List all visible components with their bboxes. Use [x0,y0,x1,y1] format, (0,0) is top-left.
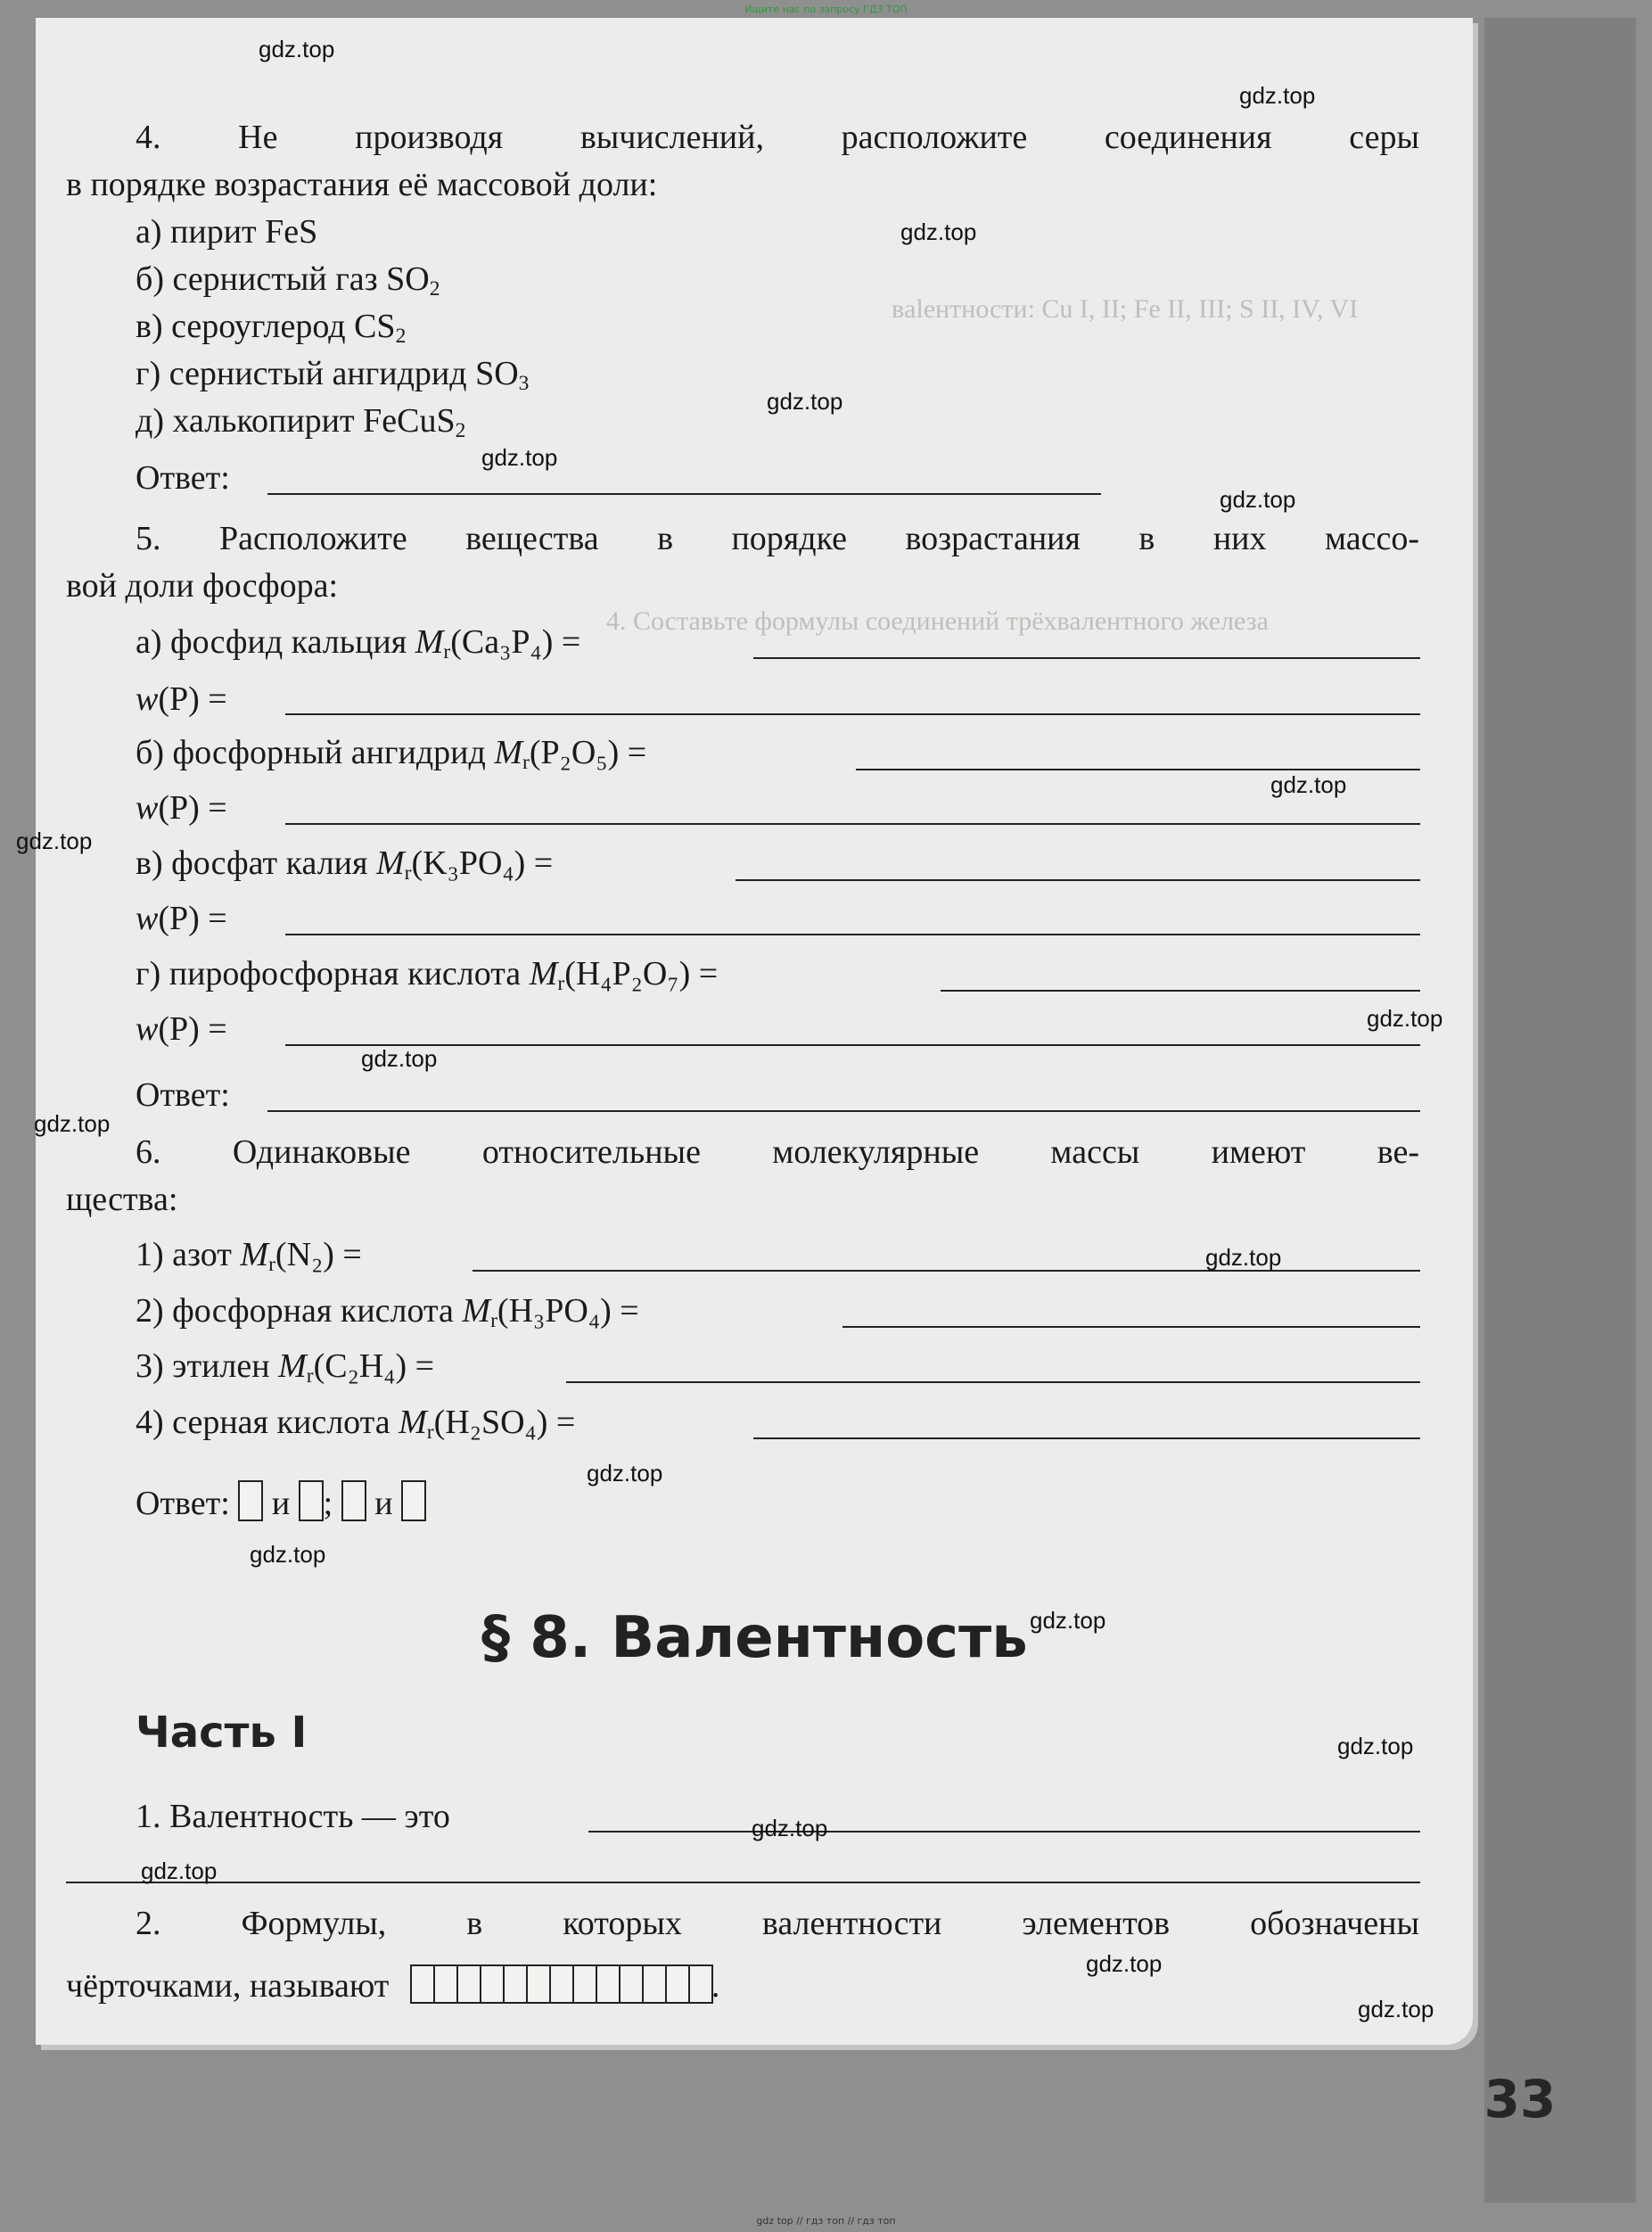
q6-4-line[interactable] [753,1437,1420,1439]
watermark: gdz.top [752,1815,828,1841]
q5-answer-label: Ответ: [136,1076,230,1114]
watermark: gdz.top [1358,1996,1434,2022]
q6-item-3: 3) этилен $M_r(C_2H_4)$ = [136,1347,435,1388]
q5-item-b: б) фосфорный ангидрид $M_r(P_2O_5)$ = [136,734,647,774]
q5-b-w-line[interactable] [285,823,1420,825]
q5-a-w: w(P) = [136,680,227,718]
q4-answer-line[interactable] [267,493,1101,495]
q5-b-mr-line[interactable] [856,769,1420,770]
q5-g-w-line[interactable] [285,1044,1420,1046]
q5-item-g: г) пирофосфорная кислота $M_r(H_4P_2O_7)$ = [136,955,719,995]
watermark: gdz.top [1086,1950,1163,1977]
q6-2-line[interactable] [842,1326,1420,1328]
page-number: 33 [1484,2069,1557,2129]
part-title: Часть I [136,1708,308,1758]
watermark: gdz.top [900,218,977,245]
q6-item-2: 2) фосфорная кислота $M_r(H_3PO_4)$ = [136,1292,639,1332]
q5-b-w: w(P) = [136,789,227,827]
watermark: gdz.top [1030,1607,1106,1634]
watermark: gdz.top [250,1541,326,1568]
watermark: gdz.top [141,1857,218,1884]
p1-line-1[interactable] [588,1831,1420,1833]
q6-item-1: 1) азот $M_r(N_2)$ = [136,1236,362,1276]
watermark: gdz.top [1270,771,1347,798]
watermark: gdz.top [587,1460,663,1487]
q4-option-g: г) сернистый ангидрид $SO_3$ [136,355,530,395]
q4-line2: в порядке возрастания её массовой доли: [66,166,658,203]
watermark: gdz.top [34,1110,111,1137]
q5-a-mr-line[interactable] [753,657,1420,659]
q4-answer-label: Ответ: [136,459,230,497]
q6-item-4: 4) серная кислота $M_r(H_2SO_4)$ = [136,1404,576,1444]
q4-option-b: б) сернистый газ $SO_2$ [136,260,440,301]
q4-line1: 4. Не производя вычислений, расположите соединения серы [136,119,1419,156]
section-title: § 8. Валентность [481,1605,1028,1671]
p1-line-2[interactable] [66,1882,1420,1883]
answer-cells[interactable] [410,1964,711,2014]
q5-line1: 5. Расположите вещества в порядке возрастания в них массо- [136,520,1419,557]
q6-line2: щества: [66,1181,178,1218]
p2-line1: 2. Формулы, в которых валентности элементов обозначены [136,1905,1419,1942]
q6-line1: 6. Одинаковые относительные молекулярные массы имеют ве- [136,1133,1419,1171]
q5-a-w-line[interactable] [285,713,1420,715]
top-banner: Ищите нас по запросу ГДЗ ТОП [744,4,908,15]
page-margin-strip [1484,18,1636,2203]
watermark: gdz.top [1205,1244,1282,1271]
q4-option-v: в) сероуглерод $CS_2$ [136,308,407,348]
q5-line2: вой доли фосфора: [66,567,339,605]
bleed-through-text: 4. Составьте формулы соединений трёхвалентного железа [606,606,1269,636]
watermark: gdz.top [1337,1733,1414,1759]
q6-3-line[interactable] [566,1381,1420,1383]
watermark: gdz.top [1367,1005,1443,1032]
bleed-through-text: вalентности: Cu I, II; Fe II, III; S II, IV, VI [892,294,1359,324]
answer-box-3[interactable] [341,1480,366,1521]
watermark: gdz.top [361,1045,438,1072]
answer-box-1[interactable] [238,1480,263,1521]
q4-option-a: а) пирит FeS [136,213,318,251]
q5-g-w: w(P) = [136,1010,227,1048]
answer-box-2[interactable] [299,1480,324,1521]
q5-v-mr-line[interactable] [736,879,1420,881]
q4-option-d: д) халькопирит FeCuS$_2$ [136,402,466,442]
watermark: gdz.top [1220,486,1296,513]
p2-line2: чёрточками, называют . [66,1964,719,2014]
watermark: gdz.top [259,36,335,62]
q5-item-a: а) фосфид кальция $M_r(Ca_3P_4)$ = [136,623,581,663]
watermark: gdz.top [767,388,843,415]
answer-box-4[interactable] [401,1480,426,1521]
q5-v-w-line[interactable] [285,934,1420,935]
q6-answer: Ответ: и ; и [136,1480,426,1525]
q5-answer-line[interactable] [267,1110,1420,1112]
q5-v-w: w(P) = [136,900,227,937]
watermark: gdz.top [16,828,93,854]
bottom-banner: gdz top // гдз топ // гдз топ [756,2215,896,2227]
q5-item-v: в) фосфат калия $M_r(K_3PO_4)$ = [136,844,554,885]
q5-g-mr-line[interactable] [941,990,1420,992]
p1-text: 1. Валентность — это [136,1798,450,1835]
watermark: gdz.top [481,444,558,471]
watermark: gdz.top [1239,82,1316,109]
